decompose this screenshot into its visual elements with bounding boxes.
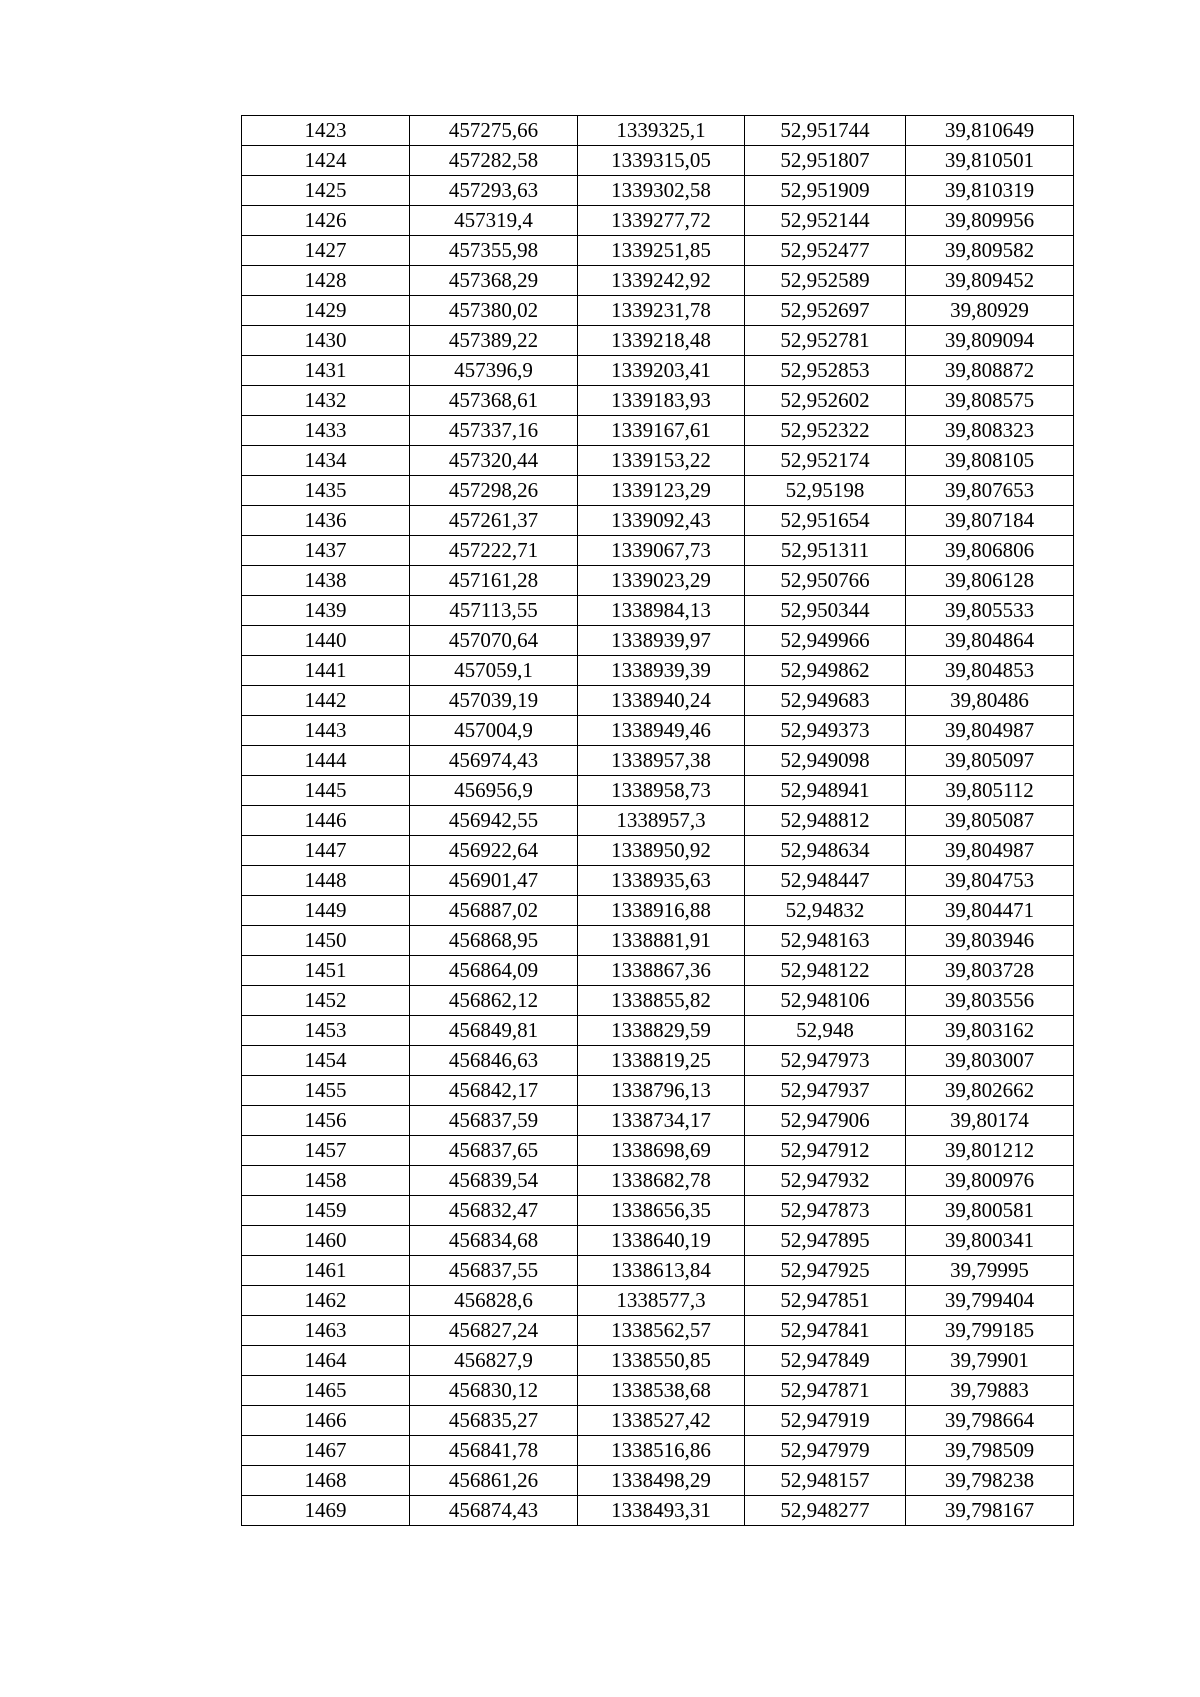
x-coordinate-cell: 456862,12 [410, 986, 578, 1016]
latitude-cell: 52,947932 [745, 1166, 906, 1196]
point-number-cell: 1427 [242, 236, 410, 266]
point-number-cell: 1445 [242, 776, 410, 806]
latitude-cell: 52,947849 [745, 1346, 906, 1376]
y-coordinate-cell: 1338516,86 [578, 1436, 745, 1466]
latitude-cell: 52,948157 [745, 1466, 906, 1496]
y-coordinate-cell: 1338550,85 [578, 1346, 745, 1376]
point-number-cell: 1428 [242, 266, 410, 296]
y-coordinate-cell: 1338855,82 [578, 986, 745, 1016]
point-number-cell: 1466 [242, 1406, 410, 1436]
point-number-cell: 1443 [242, 716, 410, 746]
longitude-cell: 39,806128 [906, 566, 1074, 596]
longitude-cell: 39,79901 [906, 1346, 1074, 1376]
point-number-cell: 1440 [242, 626, 410, 656]
latitude-cell: 52,948106 [745, 986, 906, 1016]
x-coordinate-cell: 457070,64 [410, 626, 578, 656]
y-coordinate-cell: 1338957,38 [578, 746, 745, 776]
table-row [242, 386, 1074, 416]
longitude-cell: 39,810649 [906, 116, 1074, 146]
x-coordinate-cell: 457319,4 [410, 206, 578, 236]
x-coordinate-cell: 456834,68 [410, 1226, 578, 1256]
x-coordinate-cell: 456837,59 [410, 1106, 578, 1136]
table-row [242, 1466, 1074, 1496]
table-row [242, 836, 1074, 866]
table-row [242, 146, 1074, 176]
latitude-cell: 52,947895 [745, 1226, 906, 1256]
latitude-cell: 52,950344 [745, 596, 906, 626]
latitude-cell: 52,950766 [745, 566, 906, 596]
x-coordinate-cell: 456828,6 [410, 1286, 578, 1316]
table-row [242, 986, 1074, 1016]
longitude-cell: 39,798664 [906, 1406, 1074, 1436]
y-coordinate-cell: 1338939,97 [578, 626, 745, 656]
x-coordinate-cell: 456842,17 [410, 1076, 578, 1106]
longitude-cell: 39,805533 [906, 596, 1074, 626]
table-row [242, 1406, 1074, 1436]
point-number-cell: 1460 [242, 1226, 410, 1256]
latitude-cell: 52,948812 [745, 806, 906, 836]
latitude-cell: 52,951311 [745, 536, 906, 566]
point-number-cell: 1435 [242, 476, 410, 506]
latitude-cell: 52,951909 [745, 176, 906, 206]
longitude-cell: 39,803162 [906, 1016, 1074, 1046]
y-coordinate-cell: 1339242,92 [578, 266, 745, 296]
x-coordinate-cell: 457380,02 [410, 296, 578, 326]
point-number-cell: 1436 [242, 506, 410, 536]
y-coordinate-cell: 1339302,58 [578, 176, 745, 206]
table-row [242, 236, 1074, 266]
point-number-cell: 1439 [242, 596, 410, 626]
table-row [242, 1286, 1074, 1316]
longitude-cell: 39,809452 [906, 266, 1074, 296]
y-coordinate-cell: 1338949,46 [578, 716, 745, 746]
x-coordinate-cell: 456837,55 [410, 1256, 578, 1286]
y-coordinate-cell: 1338867,36 [578, 956, 745, 986]
table-row [242, 626, 1074, 656]
longitude-cell: 39,808575 [906, 386, 1074, 416]
point-number-cell: 1461 [242, 1256, 410, 1286]
y-coordinate-cell: 1338656,35 [578, 1196, 745, 1226]
y-coordinate-cell: 1338613,84 [578, 1256, 745, 1286]
table-row [242, 266, 1074, 296]
latitude-cell: 52,952322 [745, 416, 906, 446]
longitude-cell: 39,804753 [906, 866, 1074, 896]
longitude-cell: 39,810501 [906, 146, 1074, 176]
point-number-cell: 1446 [242, 806, 410, 836]
latitude-cell: 52,948941 [745, 776, 906, 806]
point-number-cell: 1430 [242, 326, 410, 356]
y-coordinate-cell: 1338950,92 [578, 836, 745, 866]
longitude-cell: 39,800976 [906, 1166, 1074, 1196]
table-row [242, 1196, 1074, 1226]
latitude-cell: 52,94832 [745, 896, 906, 926]
y-coordinate-cell: 1338493,31 [578, 1496, 745, 1526]
y-coordinate-cell: 1338640,19 [578, 1226, 745, 1256]
x-coordinate-cell: 457298,26 [410, 476, 578, 506]
table-row [242, 896, 1074, 926]
table-row [242, 1046, 1074, 1076]
y-coordinate-cell: 1338577,3 [578, 1286, 745, 1316]
latitude-cell: 52,947871 [745, 1376, 906, 1406]
table-row [242, 566, 1074, 596]
longitude-cell: 39,80929 [906, 296, 1074, 326]
latitude-cell: 52,952781 [745, 326, 906, 356]
table-row [242, 926, 1074, 956]
point-number-cell: 1447 [242, 836, 410, 866]
latitude-cell: 52,947873 [745, 1196, 906, 1226]
longitude-cell: 39,809094 [906, 326, 1074, 356]
longitude-cell: 39,803007 [906, 1046, 1074, 1076]
point-number-cell: 1433 [242, 416, 410, 446]
y-coordinate-cell: 1339153,22 [578, 446, 745, 476]
table-row [242, 806, 1074, 836]
table-row [242, 326, 1074, 356]
point-number-cell: 1438 [242, 566, 410, 596]
point-number-cell: 1441 [242, 656, 410, 686]
y-coordinate-cell: 1338940,24 [578, 686, 745, 716]
table-row [242, 1316, 1074, 1346]
x-coordinate-cell: 456974,43 [410, 746, 578, 776]
y-coordinate-cell: 1339023,29 [578, 566, 745, 596]
longitude-cell: 39,798167 [906, 1496, 1074, 1526]
x-coordinate-cell: 456942,55 [410, 806, 578, 836]
x-coordinate-cell: 457261,37 [410, 506, 578, 536]
longitude-cell: 39,79883 [906, 1376, 1074, 1406]
x-coordinate-cell: 457368,29 [410, 266, 578, 296]
latitude-cell: 52,948163 [745, 926, 906, 956]
latitude-cell: 52,952144 [745, 206, 906, 236]
latitude-cell: 52,95198 [745, 476, 906, 506]
x-coordinate-cell: 457004,9 [410, 716, 578, 746]
table-row [242, 746, 1074, 776]
latitude-cell: 52,948122 [745, 956, 906, 986]
latitude-cell: 52,947937 [745, 1076, 906, 1106]
y-coordinate-cell: 1338916,88 [578, 896, 745, 926]
x-coordinate-cell: 457282,58 [410, 146, 578, 176]
table-row [242, 1346, 1074, 1376]
x-coordinate-cell: 456901,47 [410, 866, 578, 896]
longitude-cell: 39,804471 [906, 896, 1074, 926]
x-coordinate-cell: 457293,63 [410, 176, 578, 206]
longitude-cell: 39,804987 [906, 836, 1074, 866]
y-coordinate-cell: 1338734,17 [578, 1106, 745, 1136]
longitude-cell: 39,798238 [906, 1466, 1074, 1496]
latitude-cell: 52,951654 [745, 506, 906, 536]
y-coordinate-cell: 1338562,57 [578, 1316, 745, 1346]
longitude-cell: 39,809582 [906, 236, 1074, 266]
y-coordinate-cell: 1338796,13 [578, 1076, 745, 1106]
x-coordinate-cell: 456830,12 [410, 1376, 578, 1406]
latitude-cell: 52,947979 [745, 1436, 906, 1466]
y-coordinate-cell: 1338829,59 [578, 1016, 745, 1046]
point-number-cell: 1459 [242, 1196, 410, 1226]
latitude-cell: 52,952589 [745, 266, 906, 296]
x-coordinate-cell: 456849,81 [410, 1016, 578, 1046]
point-number-cell: 1444 [242, 746, 410, 776]
latitude-cell: 52,948 [745, 1016, 906, 1046]
table-row [242, 776, 1074, 806]
y-coordinate-cell: 1338935,63 [578, 866, 745, 896]
table-row [242, 1496, 1074, 1526]
longitude-cell: 39,803556 [906, 986, 1074, 1016]
longitude-cell: 39,804864 [906, 626, 1074, 656]
y-coordinate-cell: 1338682,78 [578, 1166, 745, 1196]
y-coordinate-cell: 1338698,69 [578, 1136, 745, 1166]
table-row [242, 1436, 1074, 1466]
x-coordinate-cell: 456887,02 [410, 896, 578, 926]
latitude-cell: 52,947841 [745, 1316, 906, 1346]
x-coordinate-cell: 456922,64 [410, 836, 578, 866]
table-row [242, 656, 1074, 686]
point-number-cell: 1458 [242, 1166, 410, 1196]
longitude-cell: 39,809956 [906, 206, 1074, 236]
point-number-cell: 1451 [242, 956, 410, 986]
y-coordinate-cell: 1339067,73 [578, 536, 745, 566]
longitude-cell: 39,810319 [906, 176, 1074, 206]
latitude-cell: 52,947973 [745, 1046, 906, 1076]
point-number-cell: 1442 [242, 686, 410, 716]
latitude-cell: 52,949098 [745, 746, 906, 776]
x-coordinate-cell: 457368,61 [410, 386, 578, 416]
latitude-cell: 52,947925 [745, 1256, 906, 1286]
point-number-cell: 1456 [242, 1106, 410, 1136]
y-coordinate-cell: 1339325,1 [578, 116, 745, 146]
point-number-cell: 1449 [242, 896, 410, 926]
y-coordinate-cell: 1339231,78 [578, 296, 745, 326]
table-row [242, 206, 1074, 236]
table-row [242, 476, 1074, 506]
point-number-cell: 1429 [242, 296, 410, 326]
x-coordinate-cell: 456841,78 [410, 1436, 578, 1466]
longitude-cell: 39,802662 [906, 1076, 1074, 1106]
longitude-cell: 39,80486 [906, 686, 1074, 716]
x-coordinate-cell: 457222,71 [410, 536, 578, 566]
latitude-cell: 52,948634 [745, 836, 906, 866]
longitude-cell: 39,798509 [906, 1436, 1074, 1466]
longitude-cell: 39,804987 [906, 716, 1074, 746]
y-coordinate-cell: 1338498,29 [578, 1466, 745, 1496]
latitude-cell: 52,949862 [745, 656, 906, 686]
point-number-cell: 1465 [242, 1376, 410, 1406]
latitude-cell: 52,948277 [745, 1496, 906, 1526]
x-coordinate-cell: 457355,98 [410, 236, 578, 266]
latitude-cell: 52,952174 [745, 446, 906, 476]
y-coordinate-cell: 1338958,73 [578, 776, 745, 806]
coordinates-table [241, 115, 1074, 1526]
x-coordinate-cell: 456832,47 [410, 1196, 578, 1226]
point-number-cell: 1462 [242, 1286, 410, 1316]
latitude-cell: 52,947851 [745, 1286, 906, 1316]
table-row [242, 1076, 1074, 1106]
y-coordinate-cell: 1338538,68 [578, 1376, 745, 1406]
latitude-cell: 52,947919 [745, 1406, 906, 1436]
table-row [242, 1226, 1074, 1256]
latitude-cell: 52,952697 [745, 296, 906, 326]
x-coordinate-cell: 457113,55 [410, 596, 578, 626]
table-row [242, 296, 1074, 326]
point-number-cell: 1464 [242, 1346, 410, 1376]
y-coordinate-cell: 1339203,41 [578, 356, 745, 386]
x-coordinate-cell: 456827,9 [410, 1346, 578, 1376]
longitude-cell: 39,79995 [906, 1256, 1074, 1286]
latitude-cell: 52,952853 [745, 356, 906, 386]
x-coordinate-cell: 457320,44 [410, 446, 578, 476]
x-coordinate-cell: 457389,22 [410, 326, 578, 356]
table-row [242, 1166, 1074, 1196]
point-number-cell: 1469 [242, 1496, 410, 1526]
latitude-cell: 52,947912 [745, 1136, 906, 1166]
point-number-cell: 1452 [242, 986, 410, 1016]
table-row [242, 416, 1074, 446]
longitude-cell: 39,808105 [906, 446, 1074, 476]
longitude-cell: 39,805087 [906, 806, 1074, 836]
table-row [242, 1256, 1074, 1286]
point-number-cell: 1426 [242, 206, 410, 236]
point-number-cell: 1467 [242, 1436, 410, 1466]
table-row [242, 1016, 1074, 1046]
point-number-cell: 1453 [242, 1016, 410, 1046]
x-coordinate-cell: 457161,28 [410, 566, 578, 596]
point-number-cell: 1423 [242, 116, 410, 146]
point-number-cell: 1455 [242, 1076, 410, 1106]
longitude-cell: 39,800581 [906, 1196, 1074, 1226]
point-number-cell: 1457 [242, 1136, 410, 1166]
y-coordinate-cell: 1339277,72 [578, 206, 745, 236]
latitude-cell: 52,952602 [745, 386, 906, 416]
point-number-cell: 1463 [242, 1316, 410, 1346]
x-coordinate-cell: 456837,65 [410, 1136, 578, 1166]
y-coordinate-cell: 1339167,61 [578, 416, 745, 446]
longitude-cell: 39,800341 [906, 1226, 1074, 1256]
longitude-cell: 39,807184 [906, 506, 1074, 536]
y-coordinate-cell: 1338984,13 [578, 596, 745, 626]
table-row [242, 596, 1074, 626]
latitude-cell: 52,947906 [745, 1106, 906, 1136]
x-coordinate-cell: 456839,54 [410, 1166, 578, 1196]
latitude-cell: 52,949966 [745, 626, 906, 656]
x-coordinate-cell: 456864,09 [410, 956, 578, 986]
point-number-cell: 1450 [242, 926, 410, 956]
y-coordinate-cell: 1338881,91 [578, 926, 745, 956]
longitude-cell: 39,804853 [906, 656, 1074, 686]
y-coordinate-cell: 1339251,85 [578, 236, 745, 266]
table-row [242, 866, 1074, 896]
x-coordinate-cell: 456956,9 [410, 776, 578, 806]
latitude-cell: 52,949683 [745, 686, 906, 716]
point-number-cell: 1448 [242, 866, 410, 896]
table-row [242, 1106, 1074, 1136]
y-coordinate-cell: 1338527,42 [578, 1406, 745, 1436]
y-coordinate-cell: 1338939,39 [578, 656, 745, 686]
table-row [242, 176, 1074, 206]
point-number-cell: 1431 [242, 356, 410, 386]
table-row [242, 716, 1074, 746]
y-coordinate-cell: 1338957,3 [578, 806, 745, 836]
x-coordinate-cell: 457275,66 [410, 116, 578, 146]
table-row [242, 1376, 1074, 1406]
coordinates-table-body [242, 116, 1074, 1526]
longitude-cell: 39,801212 [906, 1136, 1074, 1166]
longitude-cell: 39,799404 [906, 1286, 1074, 1316]
point-number-cell: 1454 [242, 1046, 410, 1076]
longitude-cell: 39,808872 [906, 356, 1074, 386]
point-number-cell: 1437 [242, 536, 410, 566]
y-coordinate-cell: 1339183,93 [578, 386, 745, 416]
point-number-cell: 1425 [242, 176, 410, 206]
x-coordinate-cell: 456835,27 [410, 1406, 578, 1436]
latitude-cell: 52,951807 [745, 146, 906, 176]
longitude-cell: 39,803946 [906, 926, 1074, 956]
point-number-cell: 1468 [242, 1466, 410, 1496]
y-coordinate-cell: 1338819,25 [578, 1046, 745, 1076]
x-coordinate-cell: 457059,1 [410, 656, 578, 686]
longitude-cell: 39,805097 [906, 746, 1074, 776]
longitude-cell: 39,803728 [906, 956, 1074, 986]
table-row [242, 956, 1074, 986]
table-row [242, 506, 1074, 536]
table-row [242, 356, 1074, 386]
latitude-cell: 52,948447 [745, 866, 906, 896]
x-coordinate-cell: 456868,95 [410, 926, 578, 956]
table-row [242, 1136, 1074, 1166]
longitude-cell: 39,805112 [906, 776, 1074, 806]
longitude-cell: 39,808323 [906, 416, 1074, 446]
latitude-cell: 52,952477 [745, 236, 906, 266]
y-coordinate-cell: 1339123,29 [578, 476, 745, 506]
table-row [242, 446, 1074, 476]
latitude-cell: 52,949373 [745, 716, 906, 746]
y-coordinate-cell: 1339092,43 [578, 506, 745, 536]
x-coordinate-cell: 456861,26 [410, 1466, 578, 1496]
longitude-cell: 39,80174 [906, 1106, 1074, 1136]
point-number-cell: 1424 [242, 146, 410, 176]
table-row [242, 686, 1074, 716]
longitude-cell: 39,807653 [906, 476, 1074, 506]
table-row [242, 116, 1074, 146]
y-coordinate-cell: 1339218,48 [578, 326, 745, 356]
y-coordinate-cell: 1339315,05 [578, 146, 745, 176]
longitude-cell: 39,799185 [906, 1316, 1074, 1346]
x-coordinate-cell: 456846,63 [410, 1046, 578, 1076]
table-row [242, 536, 1074, 566]
x-coordinate-cell: 457039,19 [410, 686, 578, 716]
latitude-cell: 52,951744 [745, 116, 906, 146]
x-coordinate-cell: 457337,16 [410, 416, 578, 446]
longitude-cell: 39,806806 [906, 536, 1074, 566]
point-number-cell: 1434 [242, 446, 410, 476]
x-coordinate-cell: 456874,43 [410, 1496, 578, 1526]
x-coordinate-cell: 457396,9 [410, 356, 578, 386]
point-number-cell: 1432 [242, 386, 410, 416]
x-coordinate-cell: 456827,24 [410, 1316, 578, 1346]
